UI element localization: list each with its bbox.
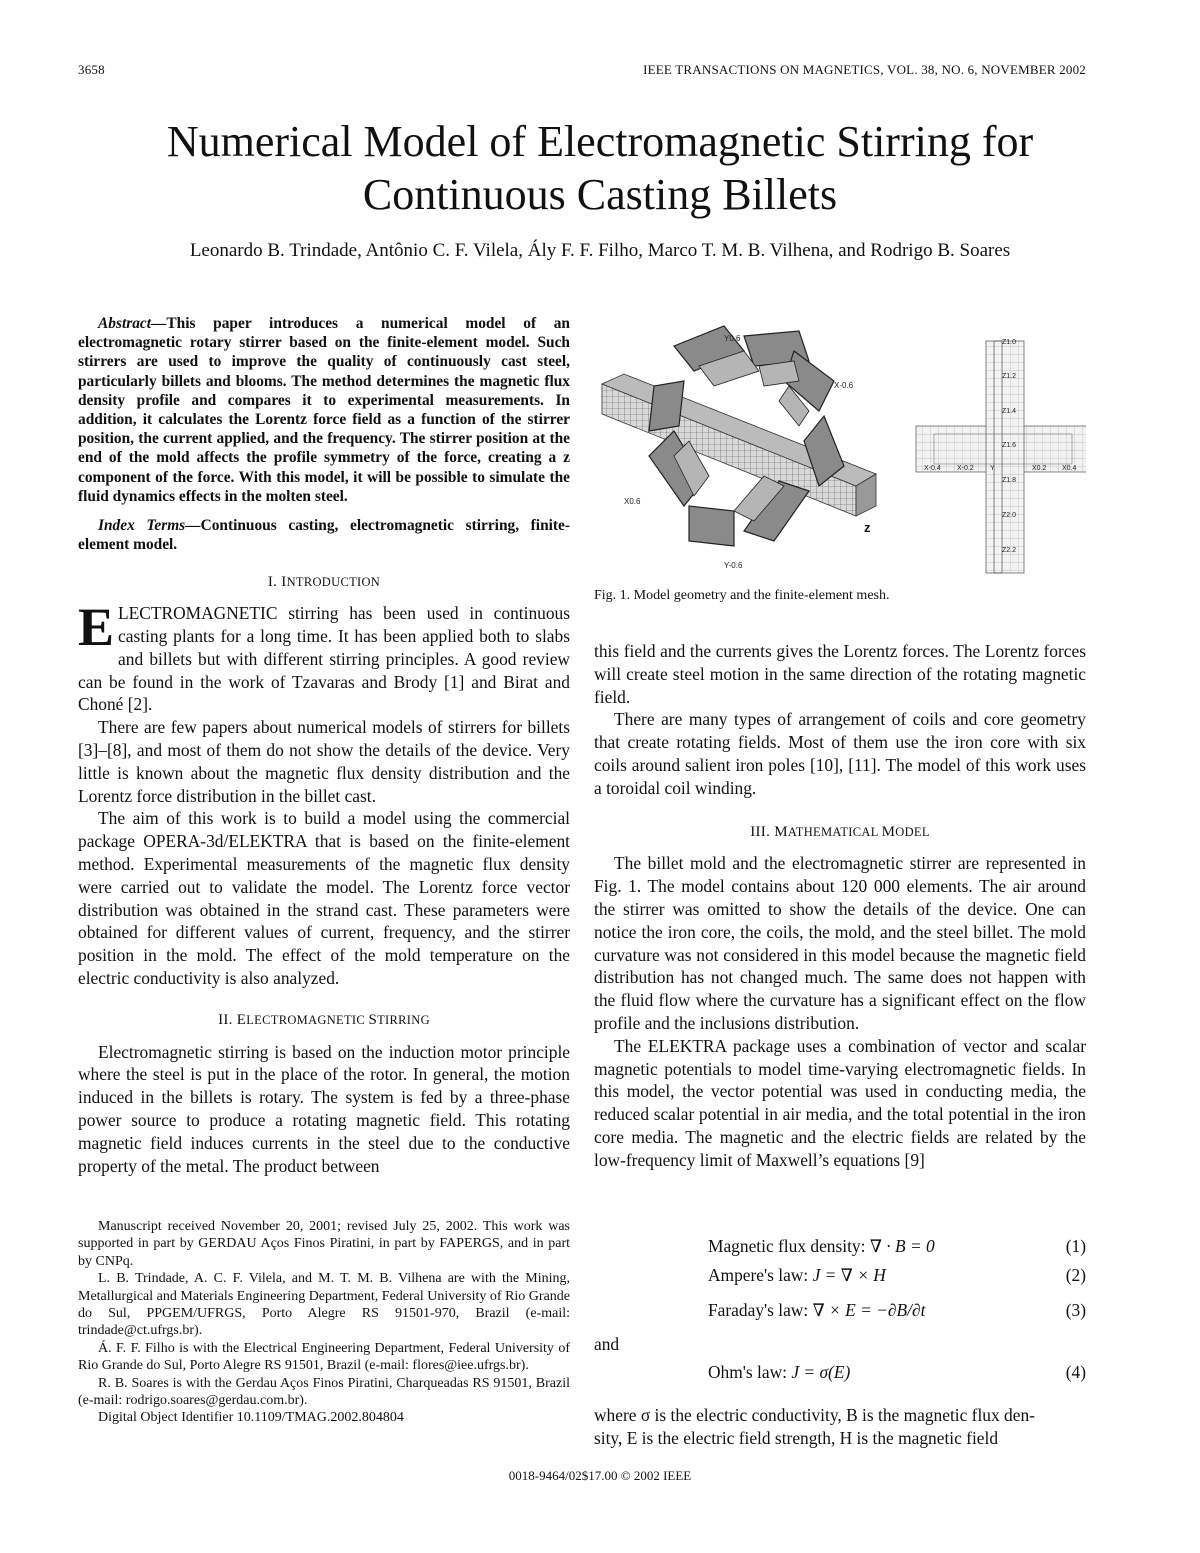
section-heading-introduction: I. INTRODUCTION: [267, 574, 381, 591]
running-header: IEEE TRANSACTIONS ON MAGNETICS, VOL. 38, NO. 6, NOVEMBER 2002: [643, 62, 1086, 77]
equation-4-number: (4): [1065, 1362, 1086, 1382]
right-column: [594, 640, 1086, 1172]
finite-element-mesh: [916, 341, 1086, 573]
stirring-paragraph-2: There are many types of arrangement of coils and core geometry that create rotating fields. Most of them use the iron core with six coils around salient iron poles [10], [11]. The model of this work uses a toroidal coil winding.: [594, 709, 1086, 798]
equation-1-number: (1): [1065, 1236, 1086, 1256]
stirrer-3d-model: [602, 326, 876, 546]
label-z20: Z2.0: [1002, 512, 1017, 519]
footnote-manuscript: Manuscript received November 20, 2001; revised July 25, 2002. This work was supported in part by GERDAU Aços Finos Piratini, in part by FAPERGS, and in part by CNPq.: [78, 1219, 570, 1269]
equation-2-number: (2): [1065, 1265, 1086, 1285]
model-paragraph-2: The ELEKTRA package uses a combination of vector and scalar magnetic potentials to model time-varying electromagnetic fields. In this model, the vector potential was used in conducting media, the reduced scalar potential in air media, and the total potential in the iron core media. The magnetic and the electric fields are related by the low-frequency limit of Maxwell’s equations [9]: [594, 1035, 1086, 1170]
closing-line-2: sity, E is the electric field strength, H is the magnetic field: [594, 1427, 999, 1448]
label-y: Y: [990, 465, 995, 472]
stirring-paragraph-1-continued: this field and the currents gives the Lorentz forces. The Lorentz forces will create steel motion in the same direction of the rotating magnetic field.: [594, 641, 1086, 707]
footnote-affiliation-3: R. B. Soares is with the Gerdau Aços Finos Piratini, Charqueadas RS 91501, Brazil (e-mail: rodrigo.soares@gerdau.com.br).: [78, 1375, 570, 1409]
title-line-2: Continuous Casting Billets: [362, 170, 838, 219]
section-heading-stirring: II. ELECTROMAGNETIC STIRRING: [218, 1011, 430, 1028]
intro-paragraph-1: ELECTROMAGNETIC stirring has been used in continuous casting plants for a long time. It has been applied both to slabs and billets but with different stirring principles. A good review can be found in the work of Tzavaras and Brody [1] and Birat and Choné [2].: [78, 597, 570, 715]
closing-line-1: where σ is the electric conductivity, B is the magnetic flux den-: [594, 1405, 1035, 1425]
equation-3-number: (3): [1065, 1300, 1086, 1320]
abstract-label: Abstract—: [98, 315, 167, 332]
abstract: [78, 314, 570, 506]
figure-1-image: [594, 306, 1086, 578]
label-xm06: X-0.6: [834, 381, 854, 390]
intro-paragraph-3: The aim of this work is to build a model using the commercial package OPERA-3d/ELEKTRA that is based on the finite-element method. Experimental measurements of the magnetic flux density were carried out to validate the model. The Lorentz force vector distribution was obtained in the strand cast. These parameters were obtained for different values of current, frequency, and the stirrer position in the mold. The effect of the mold temperature on the electric conductivity is also analyzed.: [78, 808, 570, 988]
label-z10: Z1.0: [1002, 339, 1017, 346]
label-z18: Z1.8: [1002, 477, 1017, 484]
left-column: [78, 314, 570, 1177]
footnote-affiliation-2: Á. F. F. Filho is with the Electrical Engineering Department, Federal University of Rio Grande do Sul, Porto Alegre RS 91501, Brazil (e-mail: flores@iee.ufrgs.br).: [78, 1340, 570, 1374]
label-x06: X0.6: [624, 497, 641, 506]
equation-3: Faraday's law: ∇ × E = −∂B/∂t: [708, 1300, 926, 1320]
stirring-paragraph-1: Electromagnetic stirring is based on the induction motor principle where the steel is put in the place of the rotor. In general, the motion induced in the billets is rotary. The system is fed by a three-phase power source to produce a rotating magnetic field. This rotating magnetic field induces currents in the steel due to the conductive property of the metal. The product between: [78, 1041, 570, 1176]
label-xm02: X-0.2: [957, 465, 974, 472]
abstract-text: This paper introduces a numerical model of an electromagnetic rotary stirrer based on the finite-element model. Such stirrers are used to improve the quality of continuously cast steel, particularly billets and blooms. The method determines the magnetic flux density profile and compares it to experimental measurements. In addition, it calculates the Lorentz force field as a function of the stirrer position, the current applied, and the frequency. The stirrer position at the end of the mold affects the profile symmetry of the force, creating a z component of the force. With this model, it will be possible to simulate the fluid dynamics effects in the molten steel.: [78, 315, 570, 505]
label-z22: Z2.2: [1002, 547, 1017, 554]
label-y06: Y0.6: [724, 334, 741, 343]
label-z14: Z1.4: [1002, 408, 1017, 415]
footnote-affiliation-1: L. B. Trindade, A. C. F. Vilela, and M. T. M. B. Vilhena are with the Mining, Metallurgical and Materials Engineering Department, Federal University of Rio Grande do Sul, PPGEM/UFRGS, Porto Alegre RS 91501-970, Brazil (e-mail: trindade@ct.ufrgs.br).: [78, 1271, 570, 1339]
footnote-doi: Digital Object Identifier 10.1109/TMAG.2002.804804: [98, 1410, 404, 1426]
figure-1: [594, 306, 1086, 578]
label-x04: X0.4: [1062, 465, 1077, 472]
figure-1-caption: Fig. 1. Model geometry and the finite-element mesh.: [594, 588, 890, 603]
drop-cap: E: [78, 597, 115, 658]
page-number: 3658: [78, 62, 105, 77]
equation-4: Ohm's law: J = σ(E): [708, 1362, 851, 1382]
label-z12: Z1.2: [1002, 373, 1017, 380]
label-ym06: Y-0.6: [724, 561, 743, 570]
model-closing-text: [594, 1404, 1086, 1450]
equation-2: Ampere's law: J = ∇ × H: [708, 1265, 886, 1285]
section-heading-mathematical-model: III. MATHEMATICAL MODEL: [750, 823, 930, 840]
label-z16: Z1.6: [1002, 442, 1017, 449]
footnotes: [78, 1218, 570, 1427]
copyright-footer: 0018-9464/02$17.00 © 2002 IEEE: [508, 1468, 692, 1483]
paper-title: [60, 115, 1140, 221]
model-paragraph-1: The billet mold and the electromagnetic stirrer are represented in Fig. 1. The model contains about 120 000 elements. The air around the stirrer was omitted to show the details of the device. One can notice the iron core, the coils, the mold, and the steel billet. The mold curvature was not considered in this model because the magnetic field distribution has not changed much. The same does not happen with the fluid flow where the curvature has a significant effect on the flow profile and the inclusions distribution.: [594, 853, 1086, 1033]
index-terms-label: Index Terms—: [98, 517, 201, 535]
label-xm04: X-0.4: [924, 465, 941, 472]
equation-1: Magnetic flux density: ∇ · B = 0: [708, 1236, 935, 1256]
index-terms: [78, 516, 570, 554]
index-terms-text: Continuous casting, electromagnetic stirring, finite-element model.: [78, 517, 570, 554]
label-x02: X0.2: [1032, 465, 1047, 472]
label-z: z: [864, 520, 871, 535]
intro-paragraph-2: There are few papers about numerical models of stirrers for billets [3]–[8], and most of them do not show the details of the device. Very little is known about the magnetic flux density distribution and the Lorentz force distribution in the billet cast.: [78, 717, 570, 806]
and-connector: and: [594, 1334, 620, 1354]
title-line-1: Numerical Model of Electromagnetic Stirring for: [166, 117, 1034, 166]
author-list: Leonardo B. Trindade, Antônio C. F. Vilela, Ály F. F. Filho, Marco T. M. B. Vilhena, and Rodrigo B. Soares: [189, 240, 1011, 261]
